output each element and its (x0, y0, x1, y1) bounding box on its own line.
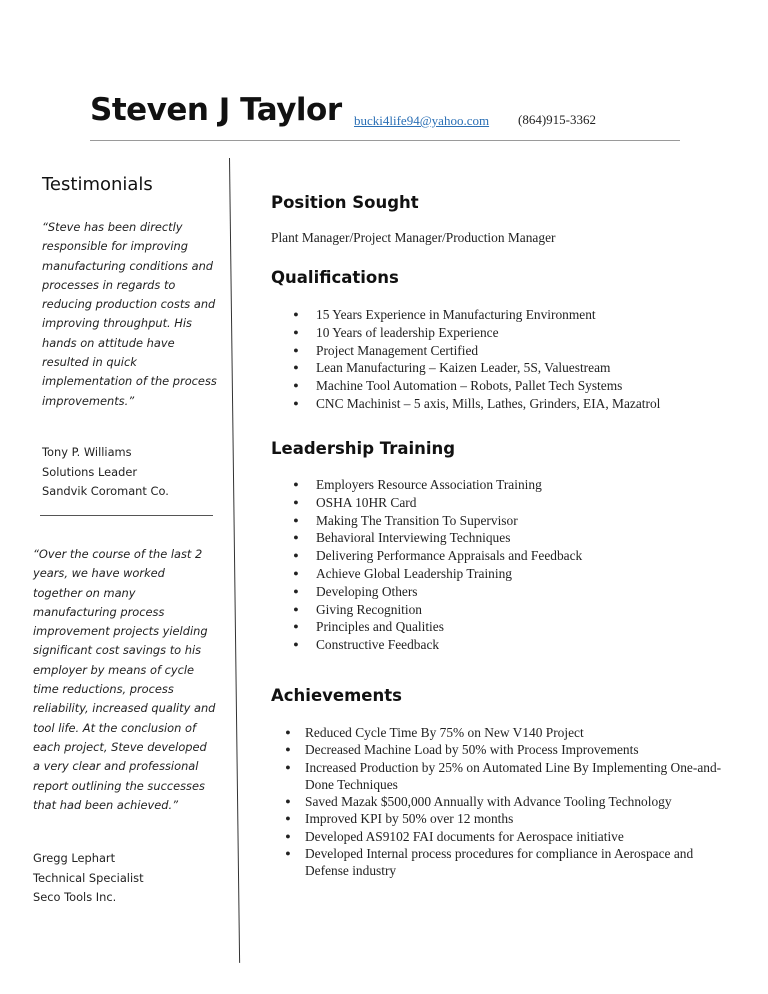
bullet-icon: ● (285, 761, 291, 772)
list-item (285, 828, 725, 845)
header-divider (90, 140, 680, 141)
list-item-text: Increased Production by 25% on Automated Line By Implementing One-and-Done Techniques (305, 759, 722, 792)
list-item-text: OSHA 10HR Card (316, 494, 417, 510)
bullet-icon: ● (293, 362, 299, 373)
bullet-icon: ● (293, 380, 299, 391)
list-item-text: Developing Others (316, 583, 418, 599)
position-heading: Position Sought (271, 193, 419, 212)
testimonial-quote: “Steve has been directly responsible for improving manufacturing conditions and processes in regards to reducing production costs and improving throughput. His hands on attitude have resulted in quick implementation of the process improvements.” (42, 220, 217, 408)
list-item-text: Developed AS9102 FAI documents for Aerospace initiative (305, 828, 624, 844)
bullet-icon: ● (293, 479, 299, 489)
list-item (293, 583, 582, 601)
phone-number: (864)915-3362 (518, 112, 596, 127)
bullet-icon: ● (293, 621, 299, 632)
list-item-text: Employers Resource Association Training (316, 477, 542, 492)
email-link[interactable]: bucki4life94@yahoo.com (354, 113, 490, 128)
list-item-text: Saved Mazak $500,000 Annually with Advance Tooling Technology (305, 794, 672, 810)
list-item (285, 759, 725, 794)
list-item (293, 324, 660, 342)
list-item-text: Principles and Qualities (316, 619, 444, 635)
list-item (293, 494, 582, 512)
bullet-icon: ● (293, 639, 299, 650)
leadership-heading: Leadership Training (271, 439, 456, 458)
position-text: Plant Manager/Project Manager/Production Manager (271, 230, 556, 245)
list-item (293, 395, 661, 413)
testimonial-company: Seco Tools Inc. (33, 890, 117, 905)
list-item (293, 476, 582, 494)
list-item-text: Behavioral Interviewing Techniques (316, 530, 511, 546)
bullet-icon: ● (293, 514, 299, 525)
list-item-text: CNC Machinist – 5 axis, Mills, Lathes, Grinders, EIA, Mazatrol (316, 395, 661, 411)
achievements-heading: Achievements (271, 686, 402, 705)
bullet-icon: ● (285, 830, 291, 841)
list-item (293, 512, 582, 530)
testimonials-heading: Testimonials (42, 174, 153, 195)
testimonial-quote: “Over the course of the last 2 years, we have worked together on many manufacturing process improvement projects yielding significant cost savings to his employer by means of cycle time reductions, process reliability, increased quality and tool life. At the conclusion of each project, Steve developed a very clear and professional report outlining the successes that had been achieved.” (33, 547, 216, 812)
qualifications-heading: Qualifications (271, 268, 399, 287)
list-item (285, 845, 725, 880)
list-item-text: Lean Manufacturing – Kaizen Leader, 5S, Valuestream (316, 360, 611, 376)
achievements-list (285, 724, 725, 880)
bullet-icon: ● (293, 603, 299, 614)
list-item-text: Developed Internal process procedures for compliance in Aerospace and Defense industry (305, 846, 694, 879)
list-item-text: 15 Years Experience in Manufacturing Environment (316, 307, 596, 322)
testimonial-role: Solutions Leader (42, 464, 138, 479)
list-item-text: Delivering Performance Appraisals and Feedback (316, 548, 583, 564)
list-item-text: Reduced Cycle Time By 75% on New V140 Project (305, 725, 584, 740)
list-item-text: Giving Recognition (316, 601, 423, 617)
testimonial-author: Gregg Lephart (33, 851, 116, 865)
bullet-icon: ● (285, 813, 291, 824)
list-item (285, 741, 725, 758)
bullet-icon: ● (293, 326, 299, 337)
list-item-text: Machine Tool Automation – Robots, Pallet Tech Systems (316, 378, 623, 394)
list-item (293, 342, 660, 360)
list-item-text: Improved KPI by 50% over 12 months (305, 811, 514, 827)
bullet-icon: ● (293, 585, 299, 596)
bullet-icon: ● (293, 344, 299, 355)
leadership-list (293, 476, 583, 654)
list-item-text: 10 Years of leadership Experience (316, 324, 499, 340)
list-item (293, 636, 582, 654)
list-item (293, 359, 660, 377)
list-item (293, 565, 582, 583)
bullet-icon: ● (293, 532, 299, 543)
list-item (293, 377, 660, 395)
list-item-text: Decreased Machine Load by 50% with Process Improvements (305, 742, 639, 758)
list-item (293, 306, 660, 324)
list-item (293, 547, 583, 565)
bullet-icon: ● (293, 309, 299, 319)
testimonial-company: Sandvik Coromant Co. (42, 484, 169, 499)
bullet-icon: ● (285, 848, 291, 859)
bullet-icon: ● (285, 727, 291, 737)
testimonial-signature (33, 849, 144, 908)
bullet-icon: ● (285, 796, 291, 807)
bullet-icon: ● (285, 744, 291, 755)
testimonial-author: Tony P. Williams (42, 445, 132, 459)
bullet-icon: ● (293, 567, 299, 578)
list-item (285, 793, 725, 810)
candidate-name: Steven J Taylor (90, 92, 342, 128)
bullet-icon: ● (293, 496, 299, 507)
bullet-icon: ● (293, 397, 299, 408)
list-item (293, 601, 582, 619)
list-item (285, 810, 725, 827)
qualifications-list (293, 306, 661, 413)
list-item (285, 724, 725, 741)
list-item-text: Constructive Feedback (316, 637, 440, 653)
list-item (293, 618, 582, 636)
list-item-text: Project Management Certified (316, 342, 479, 358)
testimonial-signature (42, 443, 169, 502)
list-item (293, 529, 582, 547)
testimonial-role: Technical Specialist (33, 870, 144, 885)
column-divider (229, 158, 241, 963)
list-item-text: Achieve Global Leadership Training (316, 565, 512, 581)
bullet-icon: ● (293, 550, 299, 561)
list-item-text: Making The Transition To Supervisor (316, 512, 518, 528)
testimonial-separator (40, 515, 213, 516)
